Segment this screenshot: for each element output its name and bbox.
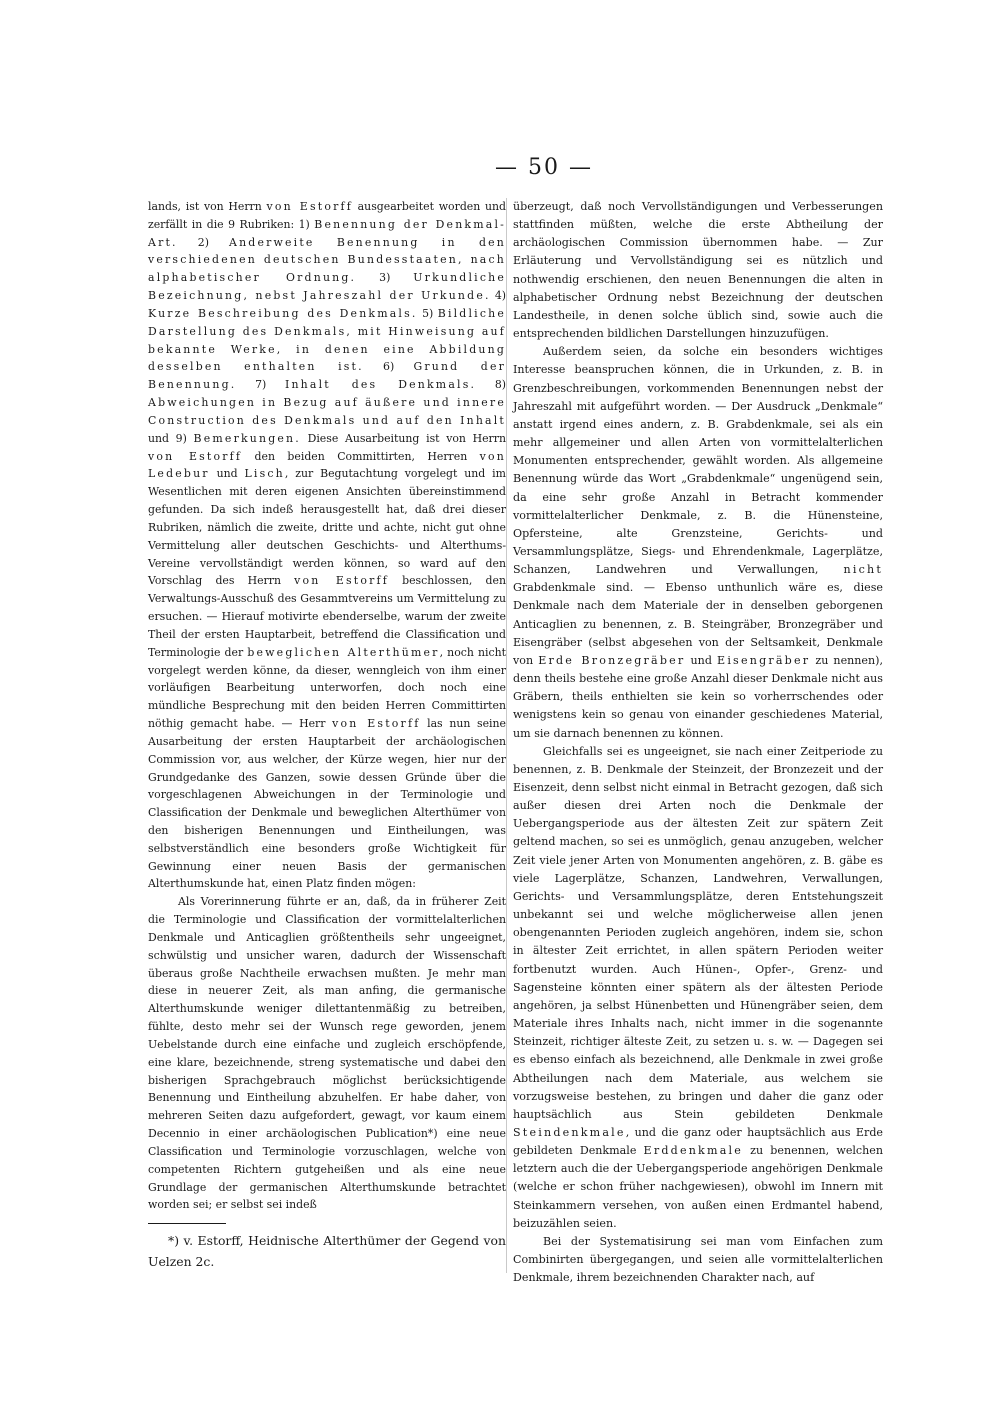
left-column [148,198,506,1214]
person-name: von Estorff [332,717,421,731]
right-column [513,198,883,1287]
footnote-rule [148,1223,226,1224]
emphasis: beweglichen Alterthümer [247,645,440,659]
column-divider [506,198,507,1273]
rubric-8: Abweichungen in Bezug auf äußere und innere Construction des Denkmals und auf den Inhalt [148,396,506,427]
emphasis: Erde Bronzegräber [538,653,686,667]
rubric-2: Anderweite Benennung in den verschiedenen deutschen Bundesstaaten, nach alphabetischer Ordnung. [148,235,506,285]
right-paragraph-1: überzeugt, daß noch Vervollständigungen und Verbesserungen stattfinden müßten, welche die erste Abtheilung der archäologischen Commission übernommen habe. — Zur Erläuterung und Vervollständigung sei es nützlich und nothwendig erschienen, den neuen Benennungen die alten in alphabetischer Ordnung nebst Bezeichnung der deutschen Landestheile, in denen solche üblich sind, sowie auch die entsprechenden bildlichen Darstellungen hinzuzufügen. [513,200,883,341]
left-paragraph-1: lands, ist von Herrn von Estorff ausgearbeitet worden und zerfällt in die 9 Rubriken: 1) Benennung der Denkmal-Art. 2) Anderweite Benennung in den verschiedenen deutschen Bundesstaaten, nach alphabetischer Ordnung. 3) Urkundliche Bezeichnung, nebst Jahreszahl der Urkunde. 4) Kurze Beschreibung des Denkmals. 5) Bildliche Darstellung des Denkmals, mit Hinweisung auf bekannte Werke, in denen eine Abbildung desselben enthalten ist. 6) Grund der Benennung. 7) Inhalt des Denkmals. 8) Abweichungen in Bezug auf äußere und innere Construction des Denkmals und auf den Inhalt und 9) Bemerkungen. Diese Ausarbeitung ist von Herrn von Estorff den beiden Committirten, Herren von Ledebur und Lisch, zur Begutachtung vorgelegt und im Wesentlichen mit deren eigenen Ansichten übereinstimmend gefunden. Da sich indeß herausgestellt hat, daß drei dieser Rubriken, nämlich die zweite, dritte und achte, nicht gut ohne Vermittelung aller deutschen Geschichts- und Alterthums-Vereine vervollständigt werden können, so ward auf den Vorschlag des Herrn von Estorff beschlossen, den Verwaltungs-Ausschuß des Gesammtvereins um Vermittelung zu ersuchen. — Hierauf motivirte ebenderselbe, warum der zweite Theil der ersten Hauptarbeit, betreffend die Classification und Terminologie der beweglichen Alterthümer, noch nicht vorgelegt werden könne, da dieser, wenngleich von ihm einer vorläufigen Bearbeitung unterworfen, doch noch eine mündliche Besprechung mit den beiden Herren Committirten nöthig gemacht habe. — Herr von Estorff las nun seine Ausarbeitung der ersten Hauptarbeit der archäologischen Commission vor, aus welcher, der Kürze wegen, hier nur der Grundgedanke des Ganzen, sowie dessen Gründe über die vorgeschlagenen Abweichungen in der Terminologie und Classification der Denkmale und beweglichen Alterthümer von den bisherigen Benennungen und Eintheilungen, was selbstverständlich eine besonders große Wichtigkeit für Gewinnung einer neuen Basis der germanischen Alterthumskunde hat, einen Platz finden mögen: [148,200,507,891]
page-number: — 50 — [495,155,593,180]
rubric-6: Grund der Benennung. [148,360,506,392]
footnote: *) v. Estorff, Heidnische Alterthümer der Gegend von Uelzen 2c. [148,1233,506,1269]
right-paragraph-2: Außerdem seien, da solche ein besonders wichtiges Interesse beanspruchen können, die in Urkunden, z. B. in Grenzbeschreibungen, vorkommenden Benennungen nebst der Jahreszahl mit aufgeführt worden. — Der Ausdruck „Denkmale“ anstatt irgend eines andern, z. B. Grabdenkmale, sei als ein mehr allgemeiner und allen Arten von vormittelalterlichen Monumenten entsprechender, gewählt worden. Als allgemeine Benennung würde das Wort „Grabdenkmale“ ungenügend sein, da eine sehr große Anzahl in Betracht kommender vormittelalterlicher Denkmale, z. B. die Hünensteine, Opfersteine, alte Grenzsteine, Gerichts- und Versammlungsplätze, Siegs- und Ehrendenkmale, Lagerplätze, Schanzen, Landwehren und Verwallungen, nicht Grabdenkmale sind. — Ebenso unthunlich wäre es, diese Denkmale nach dem Materiale der in denselben geborgenen Anticaglien zu benennen, z. B. Steingräber, Bronzegräber und Eisengräber (selbst abgesehen von der Seltsamkeit, Denkmale von Erde Bronzegräber und Eisengräber zu nennen), denn theils bestehe eine große Anzahl dieser Denkmale nicht aus Gräbern, theils enthielten sie kein so vorherrschendes oder wenigstens kein so genau von einander geschiedenes Material, um sie darnach benennen zu können. [513,345,883,740]
emphasis: Eisengräber [717,653,811,667]
right-paragraph-4: Bei der Systematisirung sei man vom Einfachen zum Combinirten übergegangen, und seien alle vormittelalterlichen Denkmale, ihrem bezeichnenden Charakter nach, auf [513,1234,883,1285]
right-paragraph-3: Gleichfalls sei es ungeeignet, sie nach einer Zeitperiode zu benennen, z. B. Denkmale der Steinzeit, der Bronzezeit und der Eisenzeit, denn selbst nicht einmal in Betracht gezogen, daß sich außer diesen drei Arten noch die Denkmale der Uebergangsperiode aus der ältesten Zeit zur spätern Zeit geltend machen, so sei es unmöglich, genau anzugeben, welcher Zeit viele jener Arten von Monumenten angehören, z. B. gäbe es viele Lagerplätze, Schanzen, Landwehren, Verwallungen, Gerichts- und Versammlungsplätze, deren Entstehungszeit unbekannt sei und welche möglicherweise allen jenen obengenannten Perioden zugleich angehören, indem sie, schon in ältester Zeit errichtet, in allen spätern Perioden weiter fortbenutzt wurden. Auch Hünen-, Opfer-, Grenz- und Sagensteine könnten einer spätern als der ältesten Periode angehören, ja selbst Hünenbetten und Hünengräber seien, dem Materiale ihres Inhalts nach, nicht immer in die sogenannte Steinzeit, richtiger älteste Zeit, zu setzen u. s. w. — Dagegen sei es ebenso einfach als bezeichnend, alle Denkmale in zwei große Abtheilungen nach dem Materiale, aus welchem sie vorzugsweise bestehen, zu bringen und daher die ganz oder hauptsächlich aus Stein gebildeten Denkmale Steindenkmale, und die ganz oder hauptsächlich aus Erde gebildeten Denkmale Erddenkmale zu benennen, welchen letztern auch die der Uebergangsperiode angehörigen Denkmale (welche er schon früher nachgewiesen), obwohl im Innern mit Steinkammern versehen, von außen einen Erdmantel habend, beizuzählen seien. [513,744,883,1230]
person-name: von Ledebur [148,449,506,481]
emphasis: Erddenkmale [643,1144,744,1158]
left-paragraph-2: Als Vorerinnerung führte er an, daß, da in früherer Zeit die Terminologie und Classification der vormittelalterlichen Denkmale und Anticaglien größtentheils sehr ungeeignet, schwülstig und unsicher waren, dadurch der Wissenschaft überaus große Nachtheile erwachsen mußten. Je mehr man diese in neuerer Zeit, als man anfing, die germanische Alterthumskunde weniger dilettantenmäßig zu betreiben, fühlte, desto mehr sei der Wunsch rege geworden, jenem Uebelstande durch eine einfache und zugleich erschöpfende, eine klare, bezeichnende, streng systematische und dabei den bisherigen Sprachgebrauch möglichst berücksichtigende Benennung und Eintheilung abzuhelfen. Er habe daher, von mehreren Seiten dazu aufgefordert, gewagt, vor kaum einem Decennio in einer archäologischen Publication*) eine neue Classification und Terminologie vorzuschlagen, welche von competenten Richtern gutgeheißen und als eine neue Grundlage der germanischen Alterthumskunde betrachtet worden sei; er selbst sei indeß [148,895,506,1212]
person-name: von Estorff [266,200,353,213]
rubric-7: Inhalt des Denkmals. [284,378,477,392]
rubric-3: Urkundliche Bezeichnung, nebst Jahreszahl der Urkunde. [148,271,506,303]
person-name: von Estorff [148,449,243,463]
rubric-1: Benennung der Denkmal-Art. [148,217,507,249]
person-name: von Estorff [294,574,389,588]
person-name: Lisch [244,467,285,481]
rubric-4: Kurze Beschreibung des Denkmals. [148,306,418,320]
rubric-9: Bemerkungen. [193,431,301,445]
emphasis: Steindenkmale [513,1125,626,1139]
emphasis: nicht [843,563,883,577]
rubric-5: Bildliche Darstellung des Denkmals, mit Hinweisung auf bekannte Werke, in denen eine Abbildung desselben enthalten ist. [148,306,506,374]
